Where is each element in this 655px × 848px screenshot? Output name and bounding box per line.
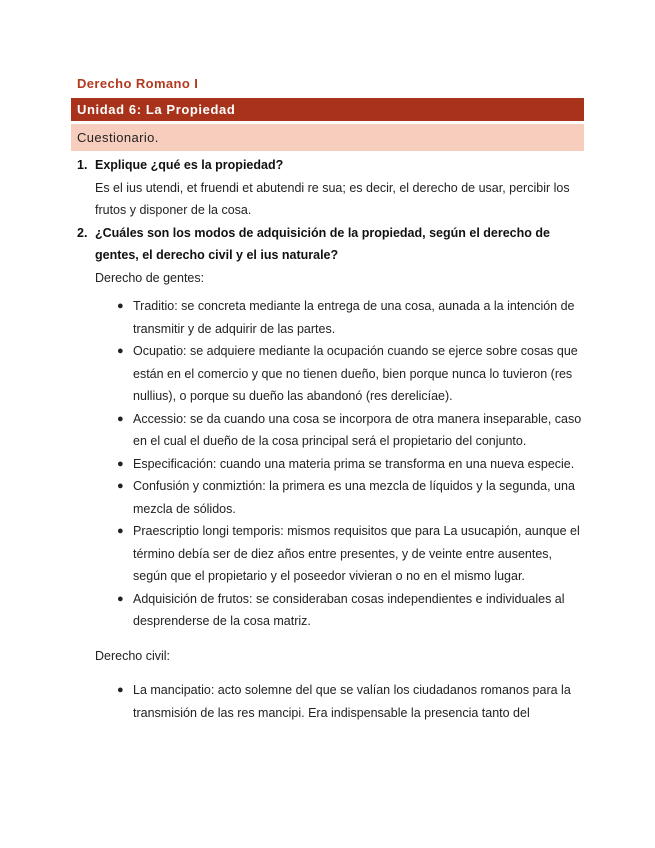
bullet-icon: ● [117,684,124,696]
bullet-icon: ● [117,300,124,312]
question-text: ¿Cuáles son los modos de adquisición de la propiedad, según el derecho de gentes, el derecho civil y el ius naturale? [95,225,550,262]
question-1 [77,154,587,177]
course-title: Derecho Romano I [77,76,199,91]
bullet-icon: ● [117,592,124,605]
question-number: 2. [77,225,88,240]
group-label-derecho-civil: Derecho civil: [95,648,171,663]
list-item: ● Especificación: cuando una materia prima se transforma en una nueva especie. [133,453,587,476]
bullet-icon: ● [117,480,124,492]
question-2 [77,222,587,267]
derecho-gentes-list [77,295,587,633]
list-item: ● Ocupatio: se adquiere mediante la ocupación cuando se ejerce sobre cosas que están en el comercio y que no tienen dueño, bien porque nunca lo tuvieron (res nullius), o porque su dueño las abandonó (res derelicíae). [133,340,587,408]
list-item: ● Accessio: se da cuando una cosa se incorpora de otra manera inseparable, caso en el cual el dueño de la cosa principal será el propietario del conjunto. [133,408,587,453]
question-text: Explique ¿qué es la propiedad? [95,158,284,172]
group-label-derecho-gentes: Derecho de gentes: [95,270,205,285]
bullet-icon: ● [117,457,124,470]
list-item: ● Confusión y conmiztión: la primera es una mezcla de líquidos y la segunda, una mezcla de sólidos. [133,475,587,520]
answer-1: Es el ius utendi, et fruendi et abutendi re sua; es decir, el derecho de usar, percibir los frutos y disponer de la cosa. [95,180,570,217]
bullet-icon: ● [117,412,124,425]
questionnaire-body [77,154,587,724]
question-number: 1. [77,158,88,172]
bullet-icon: ● [117,345,124,357]
bullet-icon: ● [117,525,124,537]
list-item: ● La mancipatio: acto solemne del que se valían los ciudadanos romanos para la transmisión de las res mancipi. Era indispensable la presencia tanto del [133,679,587,724]
list-item: ● Praescriptio longi temporis: mismos requisitos que para La usucapión, aunque el término debía ser de diez años entre presentes, y de veinte entre ausentes, según que el propietario y el poseedor vivieran o no en el mismo lugar. [133,520,587,588]
list-item: ● Traditio: se concreta mediante la entrega de una cosa, aunada a la intención de transmitir y de adquirir de las partes. [133,295,587,340]
section-title-bar: Cuestionario. [71,124,584,151]
unit-title-bar: Unidad 6: La Propiedad [71,98,584,121]
derecho-civil-list [77,679,587,724]
list-item: ● Adquisición de frutos: se consideraban cosas independientes e individuales al desprenderse de la cosa matriz. [133,588,587,633]
